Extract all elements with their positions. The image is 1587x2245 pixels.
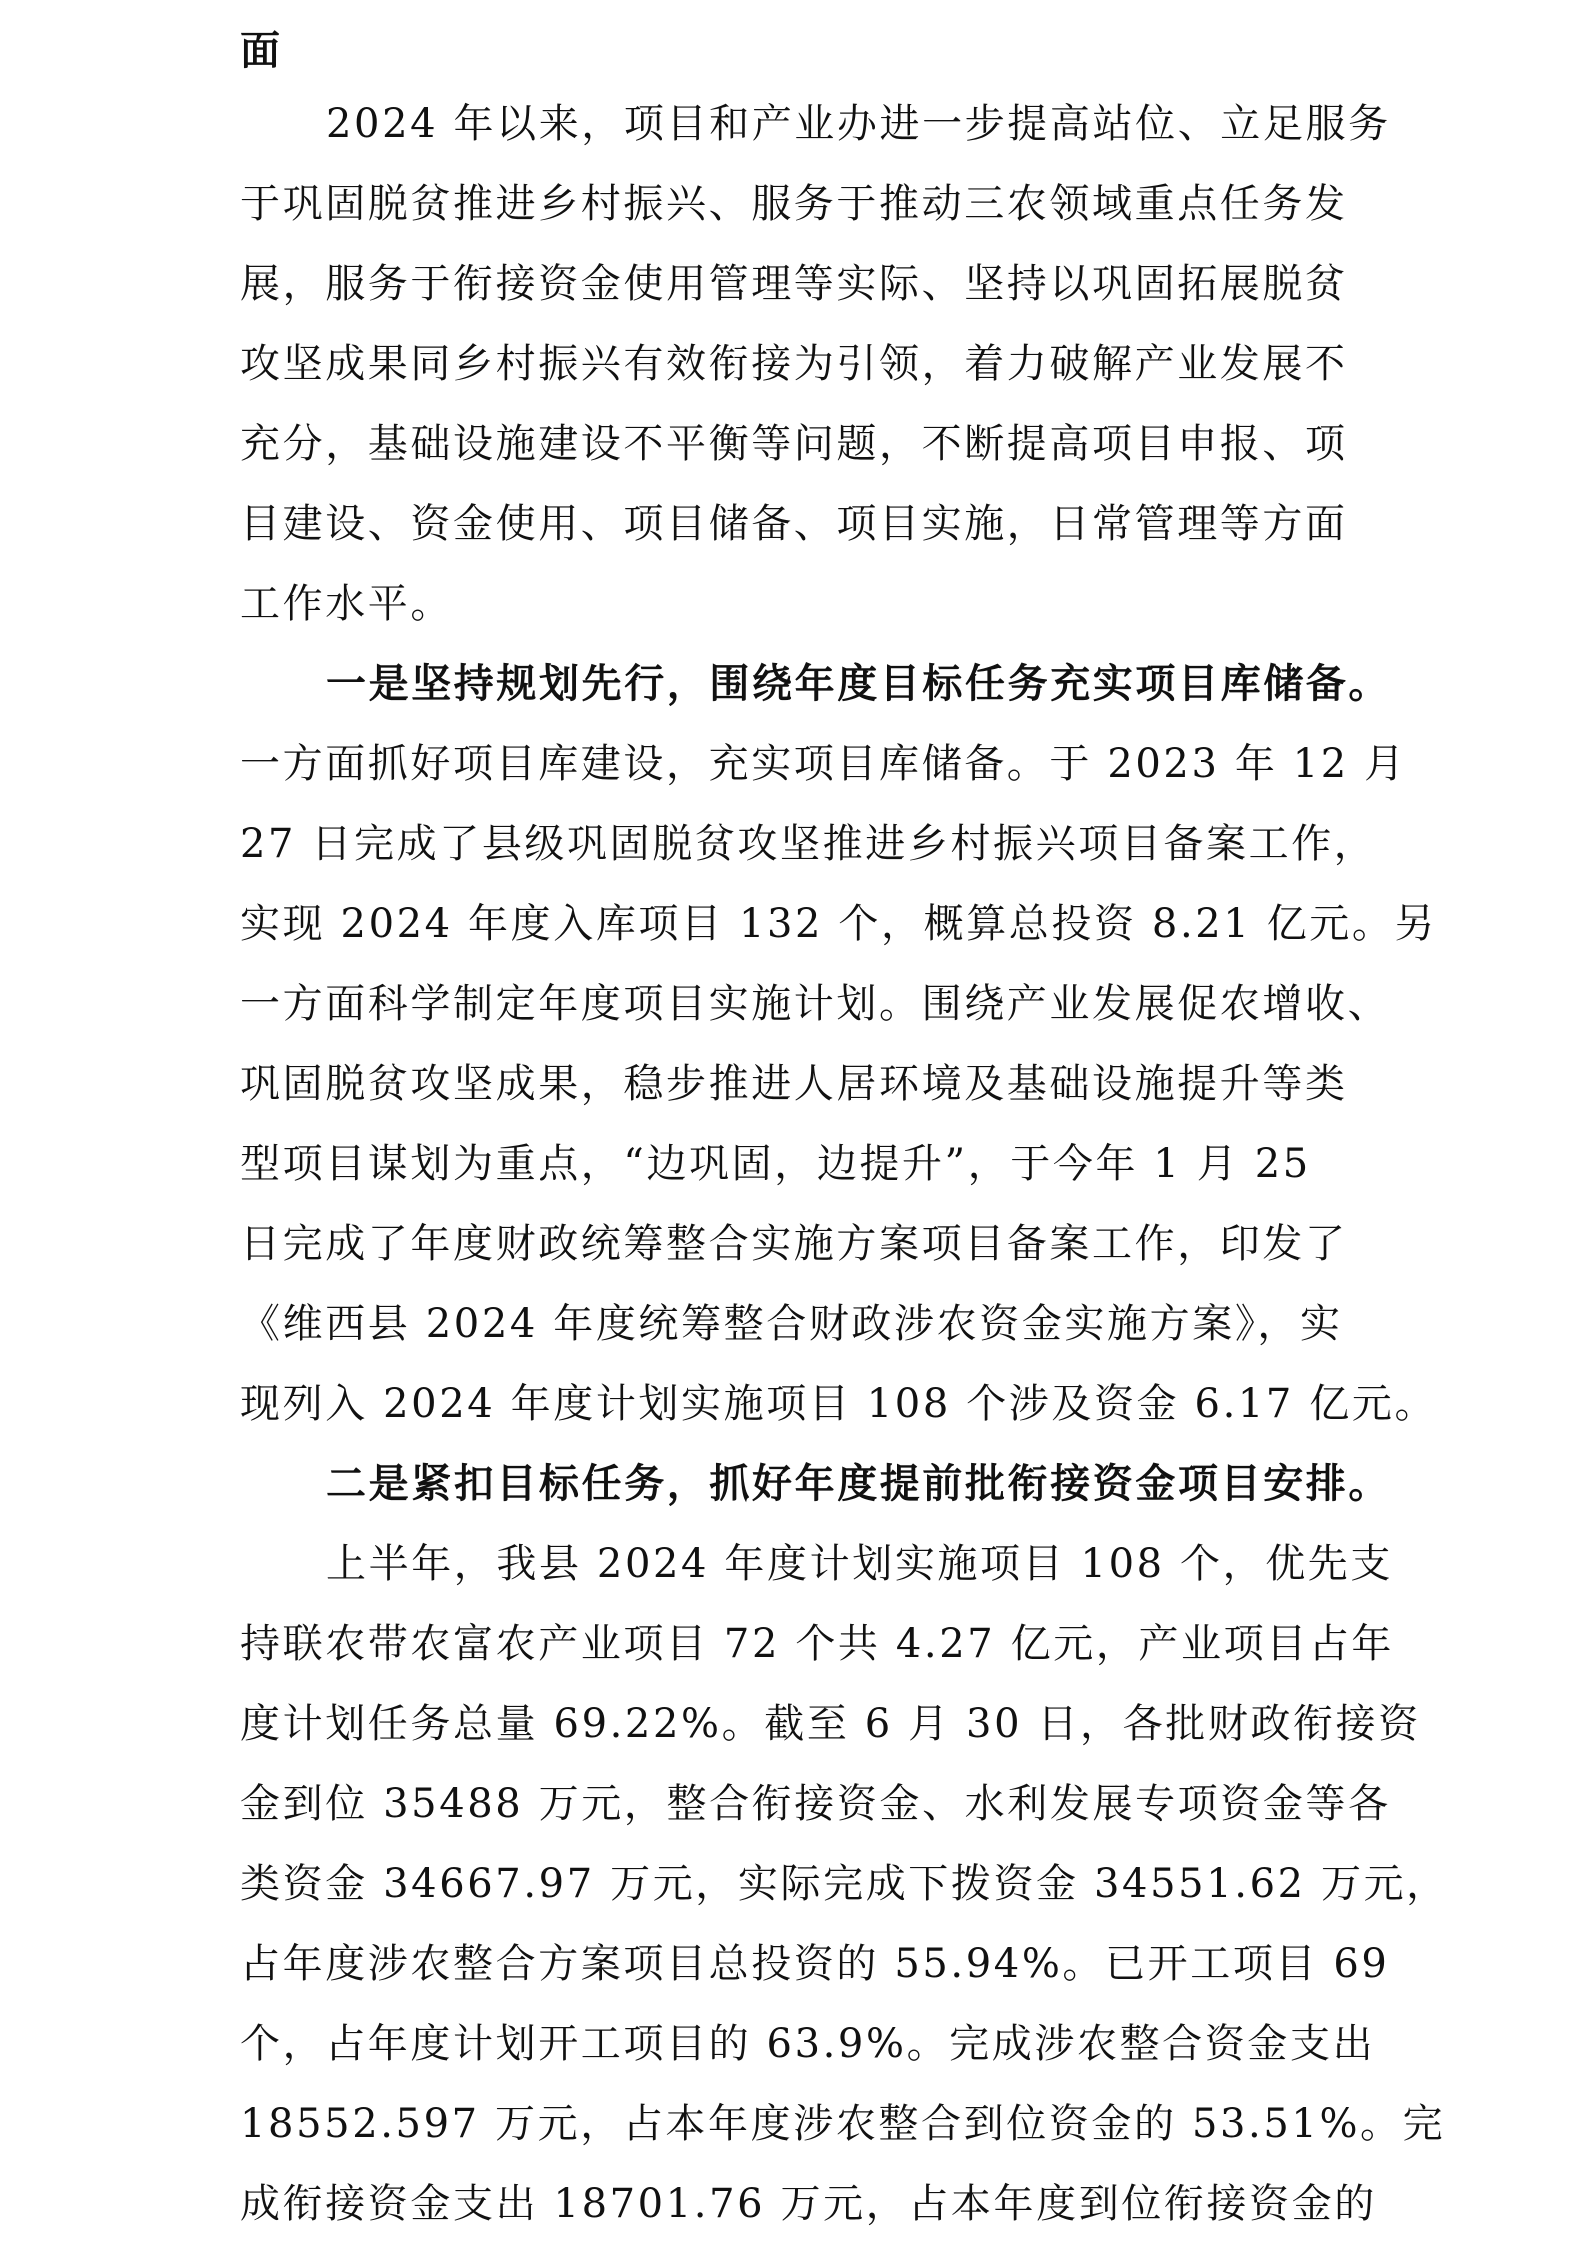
- text-line: 现列入 2024 年度计划实施项目 108 个涉及资金 6.17 亿元。: [240, 1381, 1438, 1427]
- text-line: 持联农带农富农产业项目 72 个共 4.27 亿元，产业项目占年: [240, 1621, 1395, 1667]
- text-line: 上半年，我县 2024 年度计划实施项目 108 个，优先支: [326, 1541, 1394, 1587]
- section-heading-two: [240, 1444, 1391, 1524]
- text-line: 占年度涉农整合方案项目总投资的 55.94%。已开工项目 69: [240, 1941, 1390, 1987]
- heading-fragment: 面: [240, 28, 283, 74]
- section-heading: 二是紧扣目标任务，抓好年度提前批衔接资金项目安排。: [326, 1461, 1391, 1507]
- text-line: 2024 年以来，项目和产业办进一步提高站位、立足服务: [326, 101, 1391, 147]
- text-line: 目建设、资金使用、项目储备、项目实施，日常管理等方面: [240, 501, 1348, 547]
- text-line: 类资金 34667.97 万元，实际完成下拨资金 34551.62 万元，: [240, 1861, 1449, 1907]
- paragraph-funding-progress: [240, 1524, 1449, 2244]
- text-line: 展，服务于衔接资金使用管理等实际、坚持以巩固拓展脱贫: [240, 261, 1348, 307]
- paragraph-project-library: [240, 724, 1438, 1444]
- document-page: [240, 18, 1449, 2244]
- text-line: 18552.597 万元，占本年度涉农整合到位资金的 53.51%。完: [240, 2101, 1446, 2147]
- section-heading-one: [240, 644, 1391, 724]
- text-line: 成衔接资金支出 18701.76 万元，占本年度到位衔接资金的: [240, 2181, 1377, 2227]
- text-line: 实现 2024 年度入库项目 132 个，概算总投资 8.21 亿元。另: [240, 901, 1438, 947]
- text-line: 于巩固脱贫推进乡村振兴、服务于推动三农领域重点任务发: [240, 181, 1348, 227]
- text-line: 巩固脱贫攻坚成果，稳步推进人居环境及基础设施提升等类: [240, 1061, 1348, 1107]
- paragraph-intro: [240, 84, 1391, 644]
- text-line: 日完成了年度财政统筹整合实施方案项目备案工作，印发了: [240, 1221, 1348, 1267]
- text-line: 充分，基础设施建设不平衡等问题，不断提高项目申报、项: [240, 421, 1348, 467]
- text-line: 《维西县 2024 年度统筹整合财政涉农资金实施方案》，实: [240, 1301, 1343, 1347]
- text-line: 型项目谋划为重点，“边巩固，边提升”，于今年 1 月 25: [240, 1141, 1311, 1187]
- text-line: 个，占年度计划开工项目的 63.9%。完成涉农整合资金支出: [240, 2021, 1376, 2067]
- section-heading: 一是坚持规划先行，围绕年度目标任务充实项目库储备。: [326, 661, 1391, 707]
- text-line: 度计划任务总量 69.22%。截至 6 月 30 日，各批财政衔接资: [240, 1701, 1421, 1747]
- text-line: 一方面科学制定年度项目实施计划。围绕产业发展促农增收、: [240, 981, 1391, 1027]
- text-line: 攻坚成果同乡村振兴有效衔接为引领，着力破解产业发展不: [240, 341, 1348, 387]
- text-line: 一方面抓好项目库建设，充实项目库储备。于 2023 年 12 月: [240, 741, 1407, 787]
- text-line: 工作水平。: [240, 581, 453, 627]
- text-line: 金到位 35488 万元，整合衔接资金、水利发展专项资金等各: [240, 1781, 1391, 1827]
- text-line: 27 日完成了县级巩固脱贫攻坚推进乡村振兴项目备案工作，: [240, 821, 1377, 867]
